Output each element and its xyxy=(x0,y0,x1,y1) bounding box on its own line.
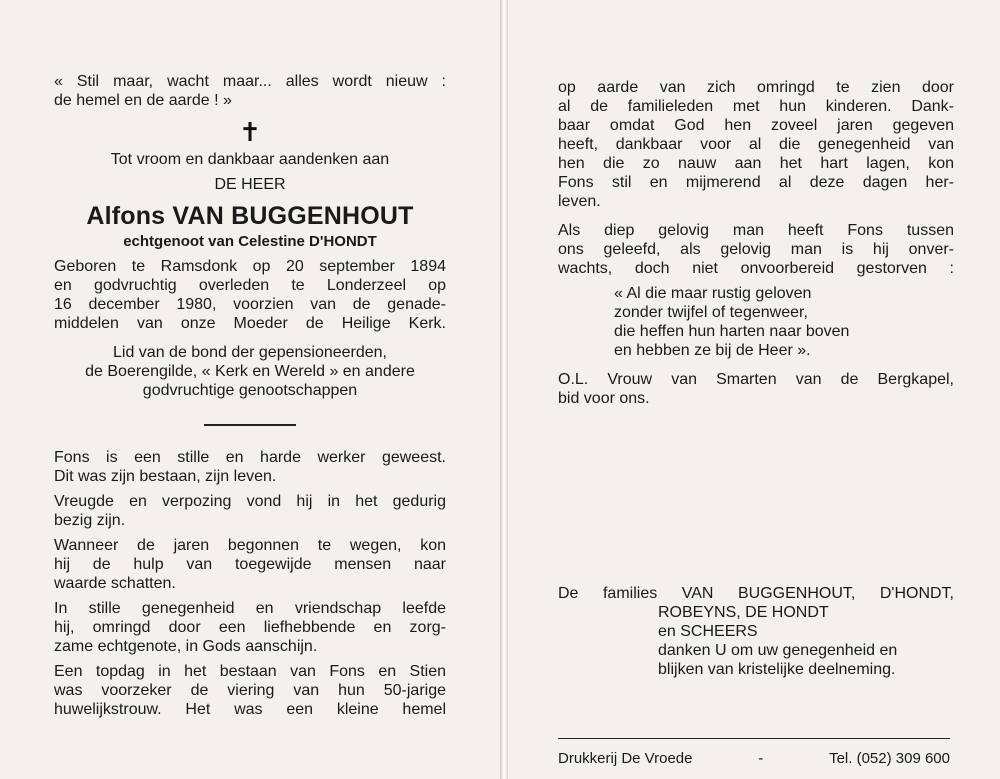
text-line: hij de hulp van toegewijde mensen naar xyxy=(54,556,446,573)
text-line: heeft, dankbaar voor al die genegenheid van xyxy=(558,136,954,153)
epigraph-line: de hemel en de aarde ! » xyxy=(54,92,232,109)
text-line: Geboren te Ramsdonk op 20 september 1894 xyxy=(54,258,446,275)
text-line: bezig zijn. xyxy=(54,512,126,529)
faith-paragraph xyxy=(558,221,954,278)
right-column xyxy=(558,78,954,408)
spouse-line: echtgenoot van Celestine D'HONDT xyxy=(123,233,377,250)
biography-paragraph xyxy=(54,662,446,719)
birth-death-block xyxy=(54,257,446,333)
divider-rule xyxy=(204,424,296,426)
text-line: Als diep gelovig man heeft Fons tussen xyxy=(558,222,954,239)
text-line: Fons is een stille en harde werker geweest. xyxy=(54,449,446,466)
text-line: Wanneer de jaren begonnen te wegen, kon xyxy=(54,537,446,554)
printer-rule xyxy=(558,738,950,739)
text-line: 16 december 1980, voorzien van de genade- xyxy=(54,296,446,313)
deceased-name: Alfons VAN BUGGENHOUT xyxy=(86,202,414,230)
text-line: wachts, doch niet onvoorbereid gestorven : xyxy=(558,260,954,277)
quote-line: en hebben ze bij de Heer ». xyxy=(614,342,811,359)
text-line: huwelijkstrouw. Het was een kleine hemel xyxy=(54,701,446,718)
biography-paragraph xyxy=(54,492,446,530)
printer-line xyxy=(558,750,950,768)
text-line: godvruchtige genootschappen xyxy=(142,382,358,399)
text-line: hij, omringd door een liefhebbende en zorg- xyxy=(54,619,446,636)
text-line: bid voor ons. xyxy=(558,390,650,407)
text-line: middelen van onze Moeder de Heilige Kerk. xyxy=(54,315,446,332)
quote-line: zonder twijfel of tegenweer, xyxy=(614,304,808,321)
continuation-paragraph xyxy=(558,78,954,211)
biography-paragraph xyxy=(54,448,446,486)
right-page xyxy=(508,0,1000,779)
printer-phone: Tel. (052) 309 600 xyxy=(829,750,950,767)
biography-paragraph xyxy=(54,536,446,593)
text-line: was voorzeker de viering van hun 50-jarige xyxy=(54,682,446,699)
quote-line: « Al die maar rustig geloven xyxy=(614,285,812,302)
text-line: zame echtgenote, in Gods aanschijn. xyxy=(54,638,318,655)
text-line: leven. xyxy=(558,193,601,210)
cross-icon: ✝ xyxy=(239,117,261,147)
quote-line: die heffen hun harten naar boven xyxy=(614,323,850,340)
text-line: en godvruchtig overleden te Londerzeel op xyxy=(54,277,446,294)
left-column xyxy=(54,72,446,719)
text-line: danken U om uw genegenheid en xyxy=(658,642,898,659)
text-line: baar omdat God hen zoveel jaren gegeven xyxy=(558,117,954,134)
poem-quote xyxy=(614,284,924,360)
memorial-line: Tot vroom en dankbaar aandenken aan xyxy=(110,151,390,168)
biography-paragraph xyxy=(54,599,446,656)
epigraph xyxy=(54,72,446,110)
printer-separator: - xyxy=(758,750,764,767)
printer-name: Drukkerij De Vroede xyxy=(558,750,693,767)
text-line: Dit was zijn bestaan, zijn leven. xyxy=(54,468,277,485)
text-line: Lid van de bond der gepensioneerden, xyxy=(113,344,387,361)
page-fold xyxy=(500,0,508,779)
text-line: Vreugde en verpozing vond hij in het gedurig xyxy=(54,493,446,510)
text-line: ROBEYNS, DE HONDT xyxy=(658,604,829,621)
families-thanks xyxy=(558,584,954,679)
text-line: Fons stil en mijmerend al deze dagen her- xyxy=(558,174,954,191)
text-line: blijken van kristelijke deelneming. xyxy=(658,661,896,678)
text-line: al de familieleden met hun kinderen. Dank- xyxy=(558,98,954,115)
biography xyxy=(54,448,446,719)
text-line: op aarde van zich omringd te zien door xyxy=(558,79,954,96)
text-line: de Boerengilde, « Kerk en Wereld » en andere xyxy=(85,363,415,380)
title-line: DE HEER xyxy=(214,176,286,193)
epigraph-line: « Stil maar, wacht maar... alles wordt nieuw : xyxy=(54,73,446,90)
memberships-block xyxy=(54,343,446,400)
text-line: hen die zo nauw aan het hart lagen, kon xyxy=(558,155,954,172)
text-line: Een topdag in het bestaan van Fons en Stien xyxy=(54,663,446,680)
text-line: O.L. Vrouw van Smarten van de Bergkapel, xyxy=(558,371,954,388)
text-line: ons geleefd, als gelovig man is hij onver- xyxy=(558,241,954,258)
text-line: De families VAN BUGGENHOUT, D'HONDT, xyxy=(558,585,954,602)
text-line: waarde schatten. xyxy=(54,575,176,592)
text-line: en SCHEERS xyxy=(658,623,758,640)
text-line: In stille genegenheid en vriendschap leefde xyxy=(54,600,446,617)
prayer xyxy=(558,370,954,408)
